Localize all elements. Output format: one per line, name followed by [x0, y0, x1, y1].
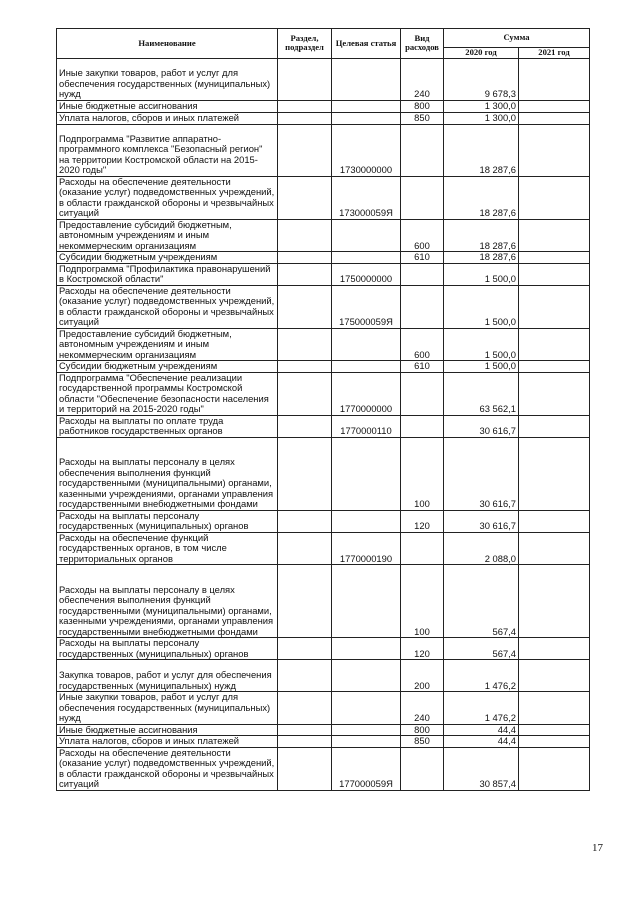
row-name-cell: Расходы на обеспечение деятельности (оказание услуг) подведомственных учреждений, в области гражданской обороны и чрезвычайных ситуаций	[57, 747, 278, 790]
row-sum-2021-cell	[519, 510, 590, 532]
row-target-cell: 1730000000	[332, 124, 401, 176]
row-sum-2020-cell: 1 476,2	[444, 660, 519, 692]
header-section: Раздел, подраздел	[278, 29, 332, 59]
row-sum-2021-cell	[519, 638, 590, 660]
table-row	[57, 747, 590, 790]
row-sum-2020-cell: 9 678,3	[444, 58, 519, 100]
row-target-cell: 175000059Я	[332, 285, 401, 328]
row-type-cell: 240	[401, 692, 444, 725]
table-row	[57, 724, 590, 736]
row-name-cell: Расходы на выплаты персоналу в целях обеспечения выполнения функций государственными (муниципальными) органами, казенными учреждениями, органами управления государственными внебюджетными фондами	[57, 565, 278, 638]
row-sum-2020-cell: 18 287,6	[444, 252, 519, 264]
row-sum-2020-cell: 30 857,4	[444, 747, 519, 790]
row-sum-2021-cell	[519, 565, 590, 638]
row-sum-2021-cell	[519, 219, 590, 252]
row-sum-2020-cell: 2 088,0	[444, 532, 519, 565]
row-sum-2021-cell	[519, 724, 590, 736]
table-row	[57, 736, 590, 748]
row-section-cell	[278, 532, 332, 565]
row-sum-2020-cell: 567,4	[444, 638, 519, 660]
row-target-cell	[332, 112, 401, 124]
table-row	[57, 532, 590, 565]
row-type-cell: 610	[401, 252, 444, 264]
row-target-cell	[332, 328, 401, 361]
row-type-cell	[401, 285, 444, 328]
row-sum-2020-cell: 1 300,0	[444, 112, 519, 124]
row-target-cell	[332, 724, 401, 736]
row-section-cell	[278, 415, 332, 437]
row-sum-2021-cell	[519, 692, 590, 725]
row-section-cell	[278, 437, 332, 510]
page-number: 17	[592, 842, 603, 854]
row-type-cell: 100	[401, 437, 444, 510]
row-sum-2020-cell: 44,4	[444, 736, 519, 748]
row-type-cell: 800	[401, 724, 444, 736]
row-target-cell: 173000059Я	[332, 176, 401, 219]
row-sum-2020-cell: 30 616,7	[444, 415, 519, 437]
row-sum-2020-cell: 30 616,7	[444, 510, 519, 532]
row-target-cell	[332, 660, 401, 692]
row-section-cell	[278, 328, 332, 361]
row-target-cell: 1750000000	[332, 263, 401, 285]
row-section-cell	[278, 58, 332, 100]
row-sum-2020-cell: 1 500,0	[444, 285, 519, 328]
row-sum-2020-cell: 18 287,6	[444, 124, 519, 176]
row-type-cell	[401, 532, 444, 565]
header-target: Целевая статья	[332, 29, 401, 59]
row-target-cell	[332, 361, 401, 373]
row-sum-2020-cell: 1 476,2	[444, 692, 519, 725]
row-target-cell	[332, 565, 401, 638]
row-sum-2021-cell	[519, 532, 590, 565]
row-type-cell	[401, 124, 444, 176]
row-sum-2021-cell	[519, 58, 590, 100]
row-sum-2020-cell: 44,4	[444, 724, 519, 736]
row-name-cell: Иные закупки товаров, работ и услуг для обеспечения государственных (муниципальных) нужд	[57, 58, 278, 100]
row-sum-2020-cell: 1 500,0	[444, 263, 519, 285]
table-row	[57, 372, 590, 415]
row-target-cell	[332, 510, 401, 532]
row-sum-2020-cell: 1 500,0	[444, 328, 519, 361]
row-type-cell	[401, 263, 444, 285]
header-year-2020: 2020 год	[444, 48, 519, 59]
row-sum-2021-cell	[519, 176, 590, 219]
row-type-cell	[401, 176, 444, 219]
row-sum-2021-cell	[519, 252, 590, 264]
row-target-cell	[332, 437, 401, 510]
table-row	[57, 124, 590, 176]
row-type-cell: 100	[401, 565, 444, 638]
row-section-cell	[278, 285, 332, 328]
row-sum-2021-cell	[519, 437, 590, 510]
row-sum-2021-cell	[519, 747, 590, 790]
row-target-cell: 1770000110	[332, 415, 401, 437]
table-row	[57, 660, 590, 692]
row-sum-2021-cell	[519, 736, 590, 748]
row-sum-2020-cell: 1 300,0	[444, 100, 519, 112]
row-section-cell	[278, 724, 332, 736]
row-sum-2021-cell	[519, 415, 590, 437]
row-name-cell: Закупка товаров, работ и услуг для обеспечения государственных (муниципальных) нужд	[57, 660, 278, 692]
row-name-cell: Подпрограмма "Развитие аппаратно-программного комплекса "Безопасный регион" на территории Костромской области на 2015-2020 годы"	[57, 124, 278, 176]
row-target-cell	[332, 58, 401, 100]
row-target-cell	[332, 100, 401, 112]
row-section-cell	[278, 252, 332, 264]
row-sum-2020-cell: 30 616,7	[444, 437, 519, 510]
row-name-cell: Расходы на обеспечение деятельности (оказание услуг) подведомственных учреждений, в области гражданской обороны и чрезвычайных ситуаций	[57, 176, 278, 219]
table-row	[57, 112, 590, 124]
row-section-cell	[278, 176, 332, 219]
header-name: Наименование	[57, 29, 278, 59]
row-type-cell: 200	[401, 660, 444, 692]
row-section-cell	[278, 510, 332, 532]
row-sum-2021-cell	[519, 112, 590, 124]
row-type-cell	[401, 415, 444, 437]
row-name-cell: Иные бюджетные ассигнования	[57, 724, 278, 736]
row-name-cell: Расходы на выплаты персоналу в целях обеспечения выполнения функций государственными (муниципальными) органами, казенными учреждениями, органами управления государственными внебюджетными фондами	[57, 437, 278, 510]
row-section-cell	[278, 747, 332, 790]
row-sum-2021-cell	[519, 660, 590, 692]
table-row	[57, 263, 590, 285]
row-sum-2021-cell	[519, 285, 590, 328]
row-sum-2020-cell: 1 500,0	[444, 361, 519, 373]
table-row	[57, 361, 590, 373]
row-sum-2021-cell	[519, 124, 590, 176]
table-row	[57, 100, 590, 112]
table-row	[57, 176, 590, 219]
row-target-cell	[332, 638, 401, 660]
row-name-cell: Подпрограмма "Обеспечение реализации государственной программы Костромской области "Обеспечение безопасности населения и территорий на 2015-2020 годы"	[57, 372, 278, 415]
row-section-cell	[278, 372, 332, 415]
row-sum-2021-cell	[519, 328, 590, 361]
row-section-cell	[278, 112, 332, 124]
row-target-cell: 1770000000	[332, 372, 401, 415]
row-sum-2021-cell	[519, 361, 590, 373]
row-name-cell: Расходы на выплаты персоналу государственных (муниципальных) органов	[57, 510, 278, 532]
row-name-cell: Расходы на обеспечение деятельности (оказание услуг) подведомственных учреждений, в области гражданской обороны и чрезвычайных ситуаций	[57, 285, 278, 328]
table-row	[57, 252, 590, 264]
row-section-cell	[278, 124, 332, 176]
budget-table	[56, 28, 590, 791]
row-name-cell: Расходы на обеспечение функций государственных органов, в том числе территориальных органов	[57, 532, 278, 565]
row-type-cell: 800	[401, 100, 444, 112]
row-name-cell: Иные закупки товаров, работ и услуг для обеспечения государственных (муниципальных) нужд	[57, 692, 278, 725]
row-name-cell: Предоставление субсидий бюджетным, автономным учреждениям и иным некоммерческим организациям	[57, 328, 278, 361]
row-section-cell	[278, 263, 332, 285]
table-row	[57, 415, 590, 437]
row-name-cell: Расходы на выплаты по оплате труда работников государственных органов	[57, 415, 278, 437]
table-row	[57, 510, 590, 532]
row-section-cell	[278, 100, 332, 112]
row-target-cell	[332, 252, 401, 264]
row-target-cell	[332, 219, 401, 252]
row-section-cell	[278, 736, 332, 748]
table-row	[57, 565, 590, 638]
row-sum-2021-cell	[519, 263, 590, 285]
row-type-cell: 850	[401, 736, 444, 748]
row-sum-2020-cell: 18 287,6	[444, 176, 519, 219]
row-type-cell	[401, 372, 444, 415]
row-type-cell: 120	[401, 510, 444, 532]
row-section-cell	[278, 638, 332, 660]
header-sum: Сумма	[444, 29, 590, 48]
row-section-cell	[278, 565, 332, 638]
row-name-cell: Субсидии бюджетным учреждениям	[57, 252, 278, 264]
table-row	[57, 328, 590, 361]
table-row	[57, 285, 590, 328]
row-name-cell: Уплата налогов, сборов и иных платежей	[57, 112, 278, 124]
row-sum-2020-cell: 567,4	[444, 565, 519, 638]
table-row	[57, 58, 590, 100]
row-name-cell: Предоставление субсидий бюджетным, автономным учреждениям и иным некоммерческим организациям	[57, 219, 278, 252]
row-section-cell	[278, 660, 332, 692]
row-name-cell: Иные бюджетные ассигнования	[57, 100, 278, 112]
row-name-cell: Уплата налогов, сборов и иных платежей	[57, 736, 278, 748]
row-target-cell: 177000059Я	[332, 747, 401, 790]
row-target-cell	[332, 736, 401, 748]
row-type-cell: 120	[401, 638, 444, 660]
row-type-cell	[401, 747, 444, 790]
table-row	[57, 219, 590, 252]
row-name-cell: Субсидии бюджетным учреждениям	[57, 361, 278, 373]
row-section-cell	[278, 219, 332, 252]
table-row	[57, 692, 590, 725]
table-row	[57, 638, 590, 660]
row-target-cell	[332, 692, 401, 725]
row-type-cell: 850	[401, 112, 444, 124]
row-sum-2020-cell: 18 287,6	[444, 219, 519, 252]
row-section-cell	[278, 692, 332, 725]
row-sum-2020-cell: 63 562,1	[444, 372, 519, 415]
row-sum-2021-cell	[519, 100, 590, 112]
row-name-cell: Подпрограмма "Профилактика правонарушений в Костромской области"	[57, 263, 278, 285]
row-type-cell: 240	[401, 58, 444, 100]
row-sum-2021-cell	[519, 372, 590, 415]
row-name-cell: Расходы на выплаты персоналу государственных (муниципальных) органов	[57, 638, 278, 660]
header-type: Вид расходов	[401, 29, 444, 59]
row-section-cell	[278, 361, 332, 373]
row-target-cell: 1770000190	[332, 532, 401, 565]
row-type-cell: 600	[401, 328, 444, 361]
row-type-cell: 600	[401, 219, 444, 252]
header-year-2021: 2021 год	[519, 48, 590, 59]
row-type-cell: 610	[401, 361, 444, 373]
table-row	[57, 437, 590, 510]
